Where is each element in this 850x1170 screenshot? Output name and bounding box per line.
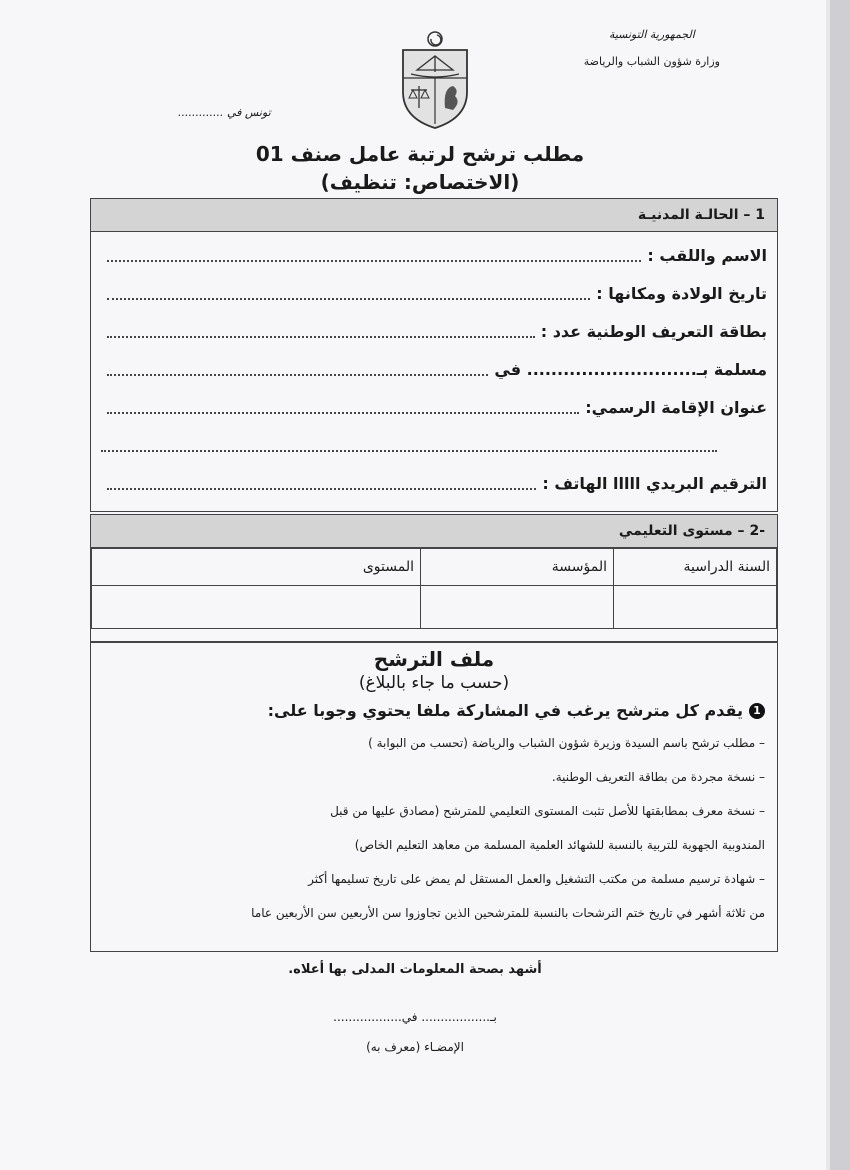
place-date: تونس في .............: [178, 106, 271, 119]
signature-date-line[interactable]: بـ.................. في..................: [333, 1010, 497, 1024]
address-field[interactable]: [101, 388, 767, 426]
column-header: المؤسسة: [421, 549, 614, 586]
id-card-label: بطاقة التعريف الوطنية عدد :: [540, 321, 767, 341]
address-blank[interactable]: [107, 400, 579, 414]
civil-status-heading: 1 – الحالـة المدنيـة: [91, 199, 777, 232]
column-header: السنة الدراسية: [614, 549, 777, 586]
birth-label: تاريخ الولادة ومكانها :: [596, 283, 767, 303]
id-card-field[interactable]: [101, 312, 767, 350]
signature-label: الإمضـاء (معرف به): [366, 1040, 464, 1054]
dossier-heading: ملف الترشح: [373, 647, 495, 671]
requirement-line: [91, 701, 777, 720]
name-label: الاسم واللقب :: [647, 245, 767, 265]
certification-statement: أشهد بصحة المعلومات المدلى بها أعلاه.: [288, 962, 542, 977]
id-card-blank[interactable]: [107, 324, 535, 338]
coat-of-arms-icon: [395, 30, 475, 130]
table-row: [92, 586, 777, 629]
list-item: – نسخة مجردة من بطاقة التعريف الوطنية.: [551, 770, 765, 784]
requirement-text: يقدم كل مترشح يرغب في المشاركة ملفا يحتوي وجوبا على:: [267, 701, 743, 720]
name-blank[interactable]: [107, 248, 641, 262]
list-item: المندوبية الجهوية للتربية بالنسبة للشهائد العلمية المسلمة من معاهد التعليم الخاص): [354, 838, 765, 852]
birth-field[interactable]: [101, 274, 767, 312]
title-line-1: مطلب ترشح لرتبة عامل صنف 01: [255, 142, 585, 166]
dossier-section: [90, 642, 778, 952]
table-header-row: [92, 549, 777, 586]
address-continued-field[interactable]: [101, 426, 767, 464]
education-section: [90, 514, 778, 642]
postal-phone-label: الترقيم البريدي ااااا الهاتف :: [542, 473, 767, 493]
name-field[interactable]: [101, 236, 767, 274]
list-item: من ثلاثة أشهر في تاريخ ختم الترشحات بالنسبة للمترشحين الذين تجاوزوا سن الأربعين سن الأربعين عاما: [251, 906, 765, 920]
number-badge: 1: [749, 703, 765, 719]
page-title: [200, 140, 640, 196]
table-cell[interactable]: [614, 586, 777, 629]
table-cell[interactable]: [92, 586, 421, 629]
column-header: المستوى: [92, 549, 421, 586]
header-right: [584, 28, 720, 68]
title-line-2: (الاختصاص: تنظيف): [320, 170, 520, 194]
issued-blank[interactable]: [107, 362, 488, 376]
list-item: – مطلب ترشح باسم السيدة وزيرة شؤون الشباب والرياضة (تحسب من البوابة ): [368, 736, 765, 750]
address-continued-blank[interactable]: [101, 438, 717, 452]
list-item: – شهادة ترسيم مسلمة من مكتب التشغيل والعمل المستقل لم يمض على تاريخ تسليمها أكثر: [308, 872, 765, 886]
education-heading: -2 – مستوى التعليمي: [91, 515, 777, 548]
address-label: عنوان الإقامة الرسمي:: [585, 397, 767, 417]
birth-blank[interactable]: [107, 286, 590, 300]
postal-phone-blank[interactable]: [107, 476, 536, 490]
civil-status-section: [90, 198, 778, 512]
list-item: – نسخة معرف بمطابقتها للأصل تثبت المستوى التعليمي للمترشح (مصادق عليها من قبل: [330, 804, 765, 818]
issued-field[interactable]: [101, 350, 767, 388]
postal-phone-field[interactable]: [101, 464, 767, 502]
dossier-subheading: (حسب ما جاء بالبلاغ): [358, 673, 510, 693]
scanner-margin: [830, 0, 850, 1170]
ministry-label: وزارة شؤون الشباب والرياضة: [583, 55, 720, 68]
education-table: [91, 548, 777, 629]
issued-label: مسلمة بـ............................ في: [494, 359, 767, 379]
table-cell[interactable]: [421, 586, 614, 629]
republic-label: الجمهورية التونسية: [608, 28, 695, 41]
requirements-list: [91, 720, 777, 930]
